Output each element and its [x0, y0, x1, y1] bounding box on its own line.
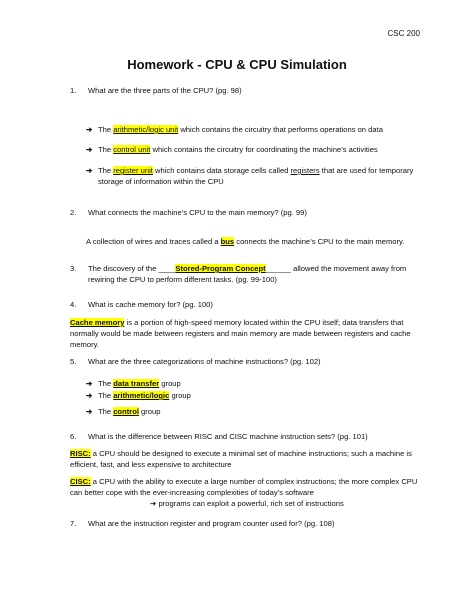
arrow-right-icon: ➔	[150, 499, 157, 508]
document-page: CSC 200 Homework - CPU & CPU Simulation 1. What are the three parts of the CPU? (pg. 98) ➔ The arithmetic/logic unit which contains the circuitry that performs operations on data ➔ The control unit which contains the circuitry for coordinating the machine’s activities ➔ The register unit which contains data storage cells called registers that are used for temporary storage of information within the CPU 2. What connects the machine’s CPU to the main memory? (pg. 99) A collection of wires and traces called a bus connects the machine’s CPU to the main memory. 3. The discovery of the ____Stored-Program Concept______ allowed the movement away from rewiring the CPU to perform different tasks. (pg. 99-100) 4. What is cache memory for? (pg. 100) Cache memory is a portion of high-speed memory located within the CPU itself; data transfers that normally would be made between registers and main memory are made between registers and cache memory. 5. What are the three categorizations of machine instructions? (pg. 102) ➔ The data transfer group ➔ The arithmetic/logic group ➔ The control group 6. What is the difference between RISC and CISC machine instruction sets? (pg. 101) RISC: a CPU should be designed to execute a minimal set of machine instructions; such a machine is efficient, fast, and less expensive to architecture CISC: a CPU with the ability to execute a large number of complex instructions; the more complex CPU can better cope with the ever-increasing complexities of today’s software ➔ programs can exploit a powerful, rich set of instructions 7. What are the instruction register and program counter used for? (pg. 108)	[0, 0, 474, 613]
question-number: 6.	[70, 432, 77, 441]
highlighted-term: Cache memory	[70, 318, 125, 327]
question-text: What is cache memory for? (pg. 100)	[88, 300, 213, 309]
highlighted-term: control	[113, 407, 139, 416]
answer-6-note: ➔ programs can exploit a powerful, rich set of instructions	[150, 499, 344, 508]
answer-2: A collection of wires and traces called a bus connects the machine’s CPU to the main memory.	[86, 237, 405, 246]
question-text: What are the instruction register and program counter used for? (pg. 108)	[88, 519, 335, 528]
highlighted-term: data transfer	[113, 379, 160, 388]
highlighted-term: RISC:	[70, 449, 91, 458]
question-number: 1.	[70, 86, 77, 95]
arrow-right-icon: ➔	[86, 145, 93, 154]
arrow-right-icon: ➔	[86, 379, 93, 388]
arrow-right-icon: ➔	[86, 407, 93, 416]
arrow-right-icon: ➔	[86, 125, 93, 134]
highlighted-term: control unit	[113, 145, 151, 154]
question-number: 2.	[70, 208, 77, 217]
highlighted-term: Stored-Program Concept	[175, 264, 266, 273]
question-text: What connects the machine’s CPU to the main memory? (pg. 99)	[88, 208, 307, 217]
arrow-right-icon: ➔	[86, 166, 93, 175]
question-text: What is the difference between RISC and CISC machine instruction sets? (pg. 101)	[88, 432, 368, 441]
highlighted-term: arithmetic/logic	[113, 391, 170, 400]
arrow-right-icon: ➔	[86, 391, 93, 400]
question-number: 7.	[70, 519, 77, 528]
highlighted-term: register unit	[113, 166, 153, 175]
highlighted-term: CISC:	[70, 477, 91, 486]
question-text: What are the three parts of the CPU? (pg. 98)	[88, 86, 242, 95]
course-code: CSC 200	[387, 29, 420, 38]
page-title: Homework - CPU & CPU Simulation	[127, 57, 347, 72]
highlighted-term: bus	[220, 237, 235, 246]
question-text: The discovery of the ____Stored-Program Concept______ allowed the movement away from rewiring the CPU to perform different tasks. (pg. 99-100)	[88, 264, 407, 284]
question-number: 5.	[70, 357, 77, 366]
answer-6-risc: RISC: a CPU should be designed to execute a minimal set of machine instructions; such a machine is efficient, fast, and less expensive to architecture	[70, 449, 412, 469]
answer-4: Cache memory is a portion of high-speed memory located within the CPU itself; data transfers that normally would be made between registers and main memory are made between registers and cache memory.	[70, 318, 411, 349]
question-number: 3.	[70, 264, 77, 273]
answer-6-cisc: CISC: a CPU with the ability to execute a large number of complex instructions; the more complex CPU can better cope with the ever-increasing complexities of today’s software	[70, 477, 418, 497]
underlined-term: registers	[290, 166, 320, 175]
question-number: 4.	[70, 300, 77, 309]
question-text: What are the three categorizations of machine instructions? (pg. 102)	[88, 357, 321, 366]
highlighted-term: arithmetic/logic unit	[113, 125, 179, 134]
